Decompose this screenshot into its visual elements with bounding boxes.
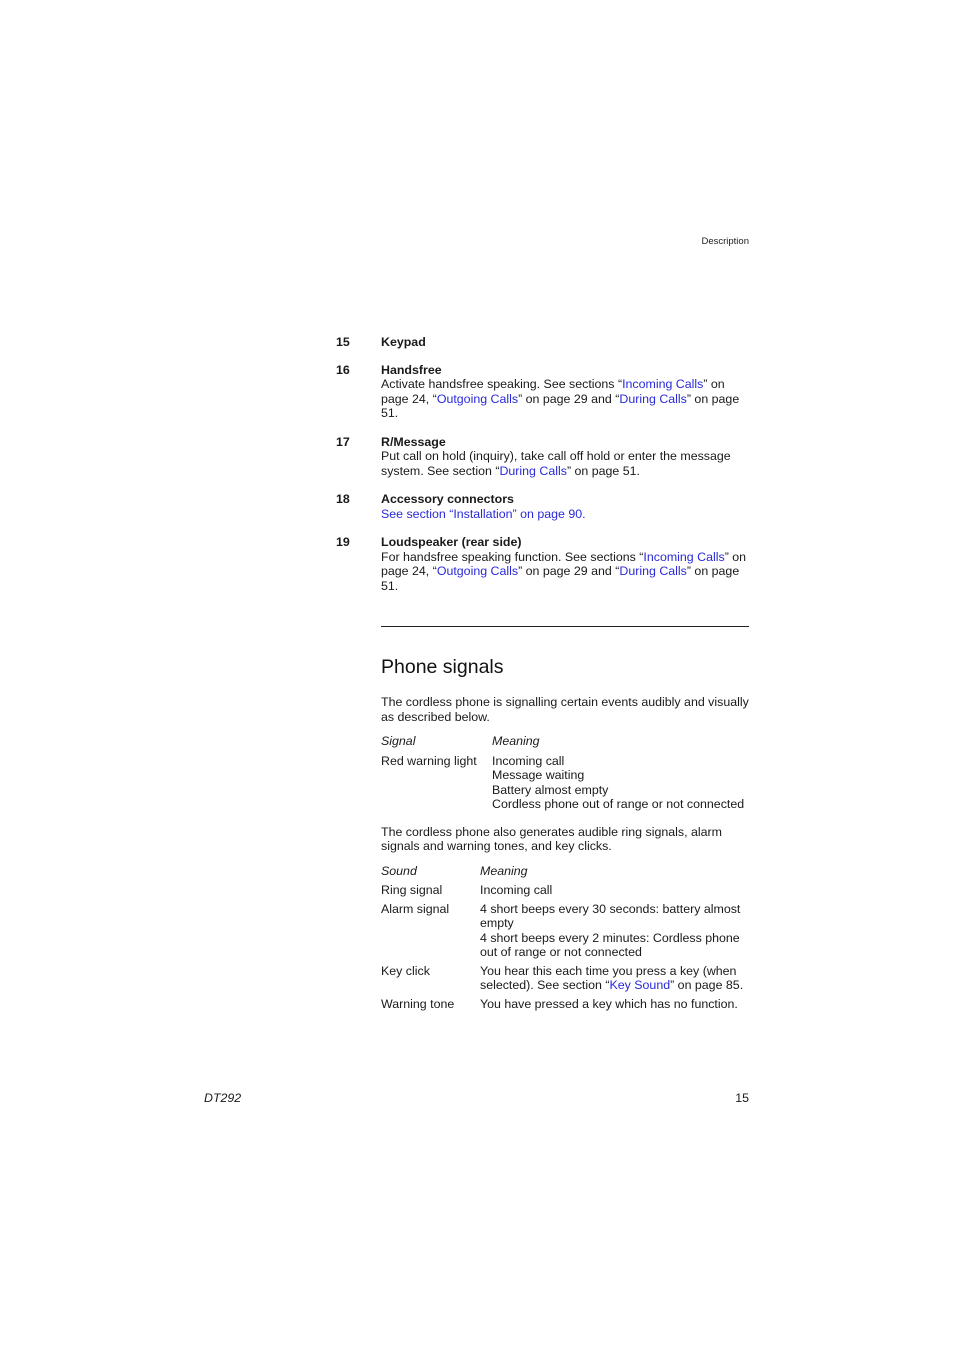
item-title: Loudspeaker (rear side) [381,535,522,549]
signal-table [381,734,744,812]
column-header: Signal [381,734,416,748]
incoming-calls-link[interactable]: Incoming Calls [622,377,704,391]
list-item [336,535,750,593]
outgoing-calls-link[interactable]: Outgoing Calls [436,391,519,406]
key-sound-link[interactable]: Key Sound [609,978,671,992]
item-number: 17 [336,434,350,449]
table-row: Alarm signal 4 short beeps every 30 seconds: battery almost empty 4 short beeps every 2 minutes: Cordless phone out of range or not connected [381,901,741,959]
list-item [336,363,750,421]
column-header: Sound [381,863,417,878]
list-item [336,335,750,350]
during-calls-link[interactable]: During Calls [499,463,567,478]
item-description: For handsfree speaking function. See sections “Incoming Calls” on page 24, “Outgoing Calls” on page 29 and “During Calls” on page 51. [381,549,747,593]
column-header: Meaning [492,734,540,748]
column-header: Meaning [480,863,528,878]
sound-table [381,864,750,1016]
page-number: 15 [735,1091,749,1105]
table-row: Ring signal Incoming call [381,883,553,897]
item-number: 15 [336,335,350,349]
item-number: 18 [336,492,350,506]
running-header: Description [701,236,749,247]
item-description: Activate handsfree speaking. See sections “Incoming Calls” on page 24, “Outgoing Calls” on page 29 and “During Calls” on page 51. [381,377,740,420]
sound-intro-paragraph: The cordless phone also generates audible ring signals, alarm signals and warning tones, and key clicks. [381,824,722,853]
footer-model: DT292 [204,1091,242,1105]
incoming-calls-link[interactable]: Incoming Calls [643,549,725,564]
item-description: Put call on hold (inquiry), take call off hold or enter the message system. See section “During Calls” on page 51. [381,449,731,478]
during-calls-link[interactable]: During Calls [619,564,687,578]
list-item [336,435,750,479]
phone-signals-section [381,655,751,1028]
item-title: Accessory connectors [381,492,514,506]
during-calls-link[interactable]: During Calls [619,391,687,406]
item-title: Keypad [381,335,426,349]
table-row: Warning tone You have pressed a key which has no function. [381,996,738,1011]
item-title: Handsfree [381,362,442,377]
section-divider [381,626,749,627]
outgoing-calls-link[interactable]: Outgoing Calls [436,564,519,578]
table-row: Key click You hear this each time you press a key (when selected). See section “Key Sound” on page 85. [381,963,744,992]
list-item [336,492,750,521]
installation-link[interactable]: See section “Installation” on page 90. [381,506,586,521]
intro-paragraph: The cordless phone is signalling certain events audibly and visually as described below. [381,695,749,724]
item-number: 16 [336,362,350,377]
component-list [336,335,750,607]
table-row: Red warning light Incoming call Message waiting Battery almost empty Cordless phone out of range or not connected [381,753,745,811]
section-title: Phone signals [381,656,504,678]
item-number: 19 [336,535,350,549]
item-title: R/Message [381,434,446,449]
